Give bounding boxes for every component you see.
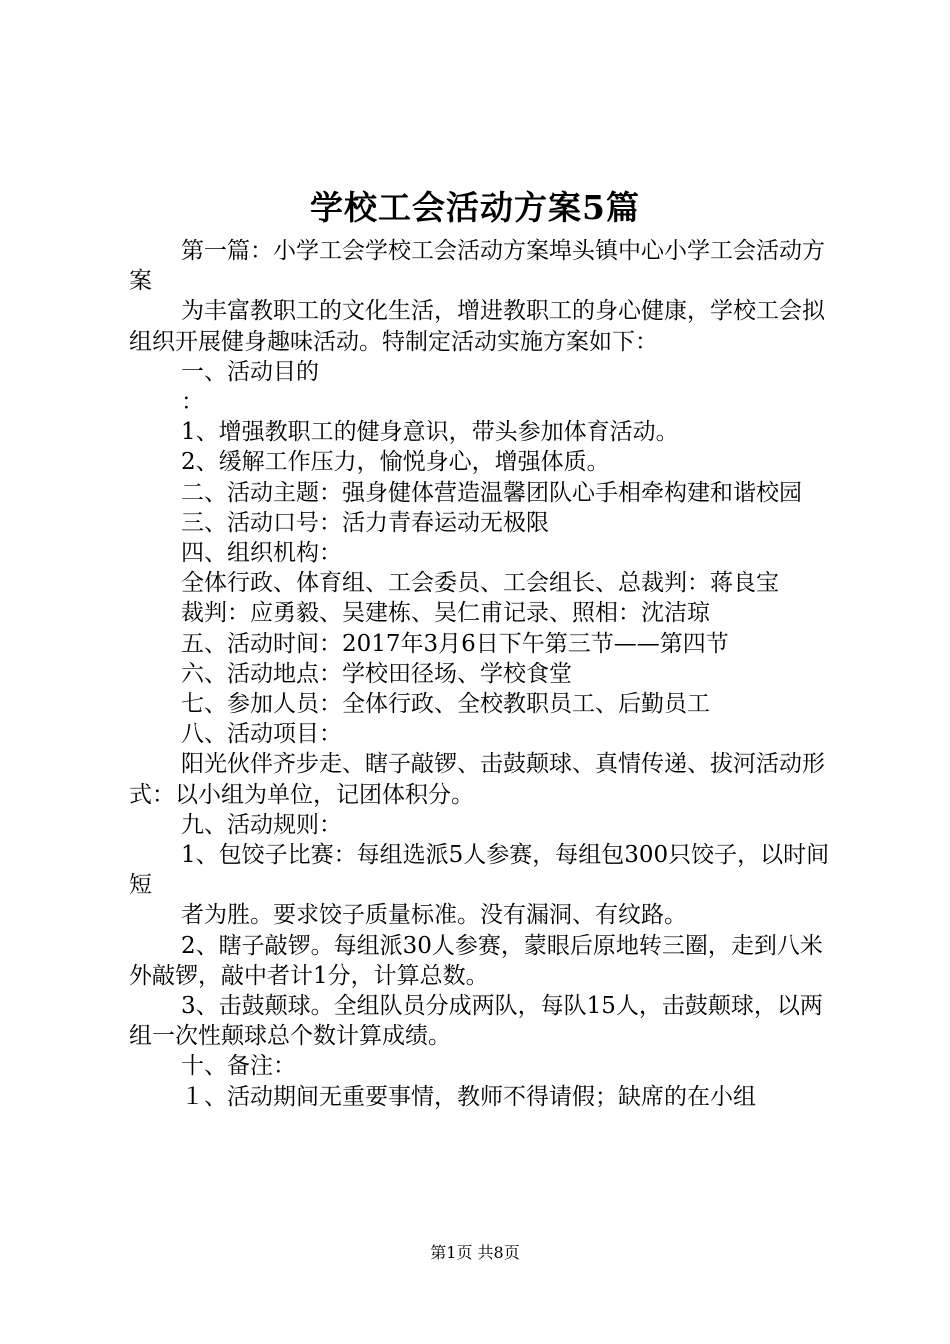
paragraph: 九、活动规则：: [181, 811, 342, 838]
paragraph: 八、活动项目：: [181, 721, 342, 748]
paragraph: 二、活动主题：强身健体营造温馨团队心手相牵构建和谐校园: [181, 479, 802, 506]
paragraph: 裁判：应勇毅、吴建栋、吴仁甫记录、照相：沈洁琼: [181, 600, 710, 627]
paragraph: 1、包饺子比赛：每组选派5人参赛，每组包300只饺子，以时间短: [129, 842, 830, 899]
paragraph: 三、活动口号：活力青春运动无极限: [181, 509, 549, 536]
paragraph: 七、参加人员：全体行政、全校教职员工、后勤员工: [181, 691, 710, 718]
paragraph: 四、组织机构：: [181, 540, 342, 567]
paragraph: 全体行政、体育组、工会委员、工会组长、总裁判：蒋良宝: [181, 570, 779, 597]
paragraph: 2、缓解工作压力，愉悦身心，增强体质。: [181, 449, 610, 476]
paragraph: 3、击鼓颠球。全组队员分成两队，每队15人，击鼓颠球，以两组一次性颠球总个数计算成绩。: [129, 993, 823, 1050]
paragraph: 阳光伙伴齐步走、瞎子敲锣、击鼓颠球、真情传递、拔河活动形式：以小组为单位，记团体积分。: [129, 751, 825, 808]
paragraph: 第一篇：小学工会学校工会活动方案埠头镇中心小学工会活动方案: [129, 238, 825, 295]
paragraph: 一、活动目的: [181, 358, 319, 385]
paragraph: 为丰富教职工的文化生活，增进教职工的身心健康，学校工会拟组织开展健身趣味活动。特制定活动实施方案如下：: [129, 298, 825, 355]
paragraph: 六、活动地点：学校田径场、学校食堂: [181, 660, 572, 687]
paragraph: 五、活动时间：2017年3月6日下午第三节——第四节: [181, 630, 729, 657]
paragraph: 1、增强教职工的健身意识，带头参加体育活动。: [181, 419, 679, 446]
paragraph: 者为胜。要求饺子质量标准。没有漏洞、有纹路。: [181, 902, 687, 929]
paragraph: ：: [181, 389, 204, 416]
page-footer: 第1页 共8页: [430, 1243, 520, 1262]
paragraph: １、活动期间无重要事情，教师不得请假；缺席的在小组: [181, 1083, 756, 1110]
paragraph: 2、瞎子敲锣。每组派30人参赛，蒙眼后原地转三圈，走到八米外敲锣，敲中者计1分，计算总数。: [129, 932, 823, 989]
document-body: [129, 236, 841, 1112]
document-title: 学校工会活动方案5篇: [310, 188, 640, 227]
paragraph: 十、备注：: [181, 1053, 296, 1080]
